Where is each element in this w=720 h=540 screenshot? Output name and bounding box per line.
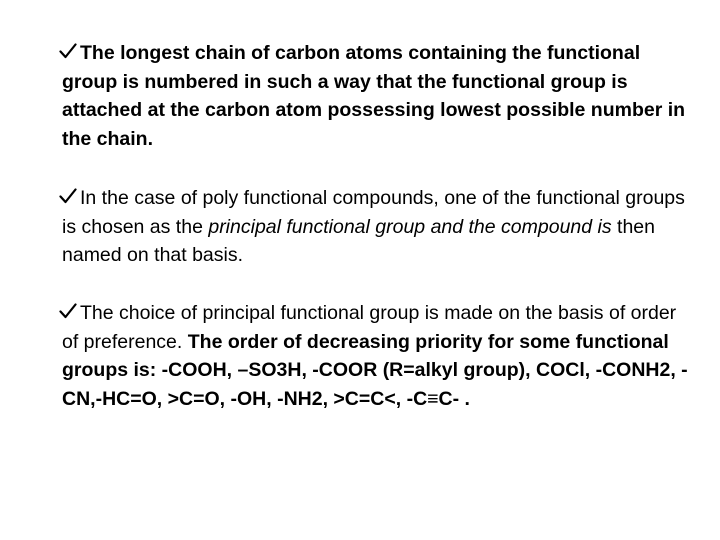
bullet-polyfunctional-italic-term: principal functional group and the compound is: [208, 215, 612, 238]
bullet-polyfunctional-text-start: In the case of poly functional compounds, one of the functional groups is chosen as the: [62, 187, 685, 238]
bullet-priority-order-text: The choice of principal functional group is made on the basis of order of preference.: [62, 302, 677, 353]
bullet-longest-chain-text: The longest chain of carbon atoms containing the functional group is numbered in such a way that the functional group is attached at the carbon atom possessing lowest possible number in the chain.: [62, 42, 686, 150]
checkmark-icon: [59, 302, 77, 320]
bullet-polyfunctional: [62, 184, 692, 270]
checkmark-icon: [59, 42, 77, 60]
bullet-polyfunctional-text-end: then named on that basis.: [62, 215, 655, 266]
bullet-priority-order: [62, 299, 692, 413]
bullet-priority-order-list: The order of decreasing priority for some functional groups is: -COOH, –SO3H, -COOR (R=alkyl group), COCl, -CONH2, -CN,-HC=O, >C=O, -OH, -NH2, >C=C<, -C≡C- .: [62, 330, 688, 410]
checkmark-icon: [59, 187, 77, 205]
bullet-longest-chain: [62, 39, 692, 153]
